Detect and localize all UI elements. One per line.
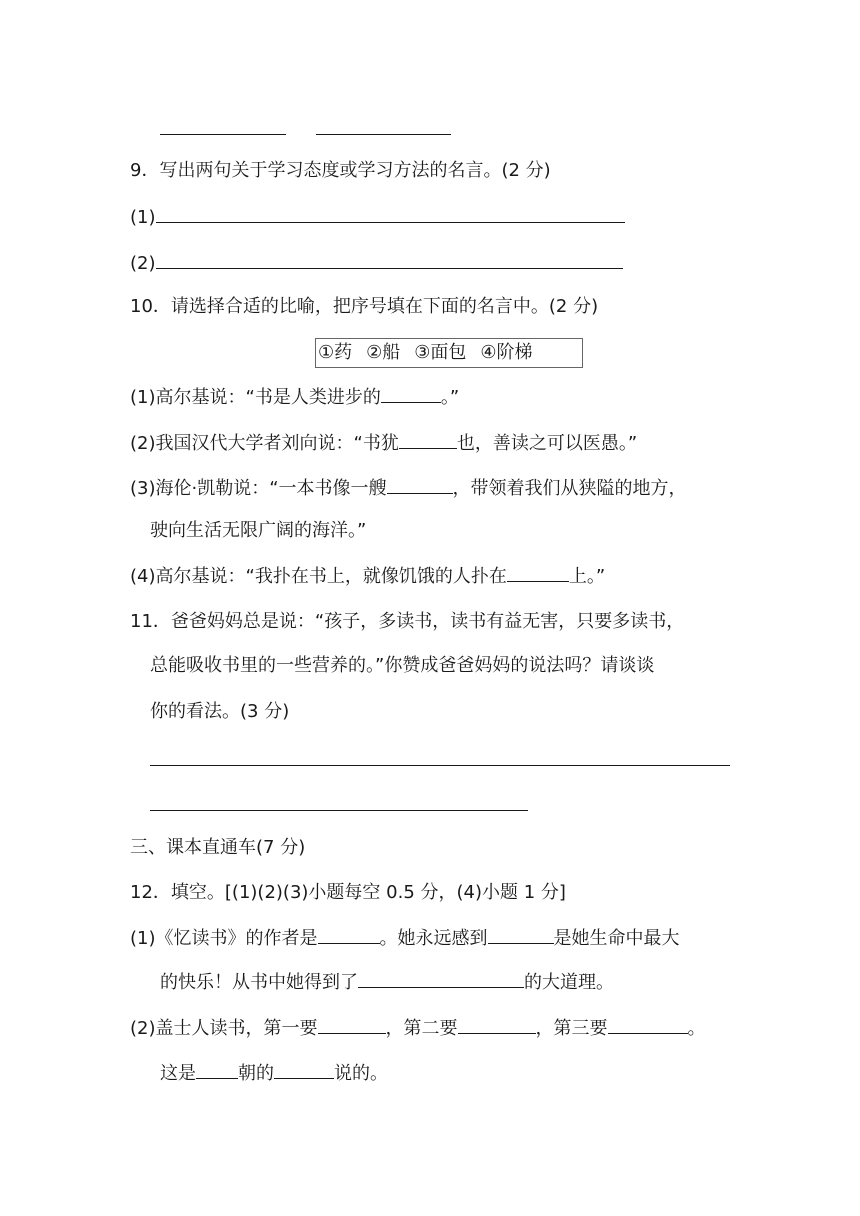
q10-option-4: ④阶梯 (480, 342, 533, 363)
q9-text: 9．写出两句关于学习态度或学习方法的名言。(2 分) (130, 160, 551, 181)
q11-answer-line-2[interactable] (150, 810, 528, 811)
q12-p2-text-e: 这是 (160, 1063, 196, 1084)
q10-s3-blank[interactable] (387, 475, 453, 494)
q10-s1-blank[interactable] (381, 384, 441, 403)
q12-part-1-cont (160, 969, 614, 995)
answer-blank-prev-1[interactable] (160, 134, 286, 135)
q10-option-1: ①药 (318, 342, 353, 363)
q12-p2-text-g: 说的。 (334, 1063, 388, 1084)
q12-p2-text-d: 。 (687, 1018, 706, 1039)
q10-s3-end: ，带领着我们从狭隘的地方， (452, 478, 687, 499)
q10-s3-text: (3)海伦·凯勒说：“一本书像一艘 (130, 478, 387, 499)
q12-p2-text-c: ，第三要 (535, 1018, 608, 1039)
q10-option-3: ③面包 (414, 342, 467, 363)
q12-p2-blank-dynasty[interactable] (196, 1060, 238, 1079)
q9-item-2-label: (2) (130, 253, 156, 274)
section-3-title: 三、课本直通车(7 分) (130, 837, 306, 858)
q10-option-2: ②船 (366, 342, 401, 363)
q12-p1-blank-author[interactable] (318, 925, 380, 944)
q12-p1-blank-joy[interactable] (488, 925, 554, 944)
q10-sentence-2 (130, 430, 637, 456)
q9-item-1-label: (1) (130, 207, 156, 228)
q12-p1-text-e: 的大道理。 (524, 972, 614, 993)
q9-answer-line-1[interactable] (156, 204, 625, 223)
q11-line-1: 11．爸爸妈妈总是说：“孩子，多读书，读书有益无害，只要多读书， (130, 611, 685, 632)
q12-part-1 (130, 925, 680, 951)
q12-p1-blank-truth[interactable] (358, 969, 524, 988)
q10-s4-blank[interactable] (507, 563, 569, 582)
q10-s1-end: 。” (440, 387, 460, 408)
q10-s2-text: (2)我国汉代大学者刘向说：“书犹 (130, 433, 399, 454)
q10-s4-text: (4)高尔基说：“我扑在书上，就像饥饿的人扑在 (130, 566, 507, 587)
q10-s1-text: (1)高尔基说：“书是人类进步的 (130, 387, 381, 408)
q12-p2-text-a: (2)盖士人读书，第一要 (130, 1018, 318, 1039)
q10-sentence-3-cont: 驶向生活无限广阔的海洋。” (150, 520, 367, 541)
q11-line-3: 你的看法。(3 分) (150, 701, 290, 722)
q11-line-2: 总能吸收书里的一些营养的。”你赞成爸爸妈妈的说法吗？请谈谈 (150, 655, 655, 676)
q9-item-2 (130, 250, 623, 276)
q12-p1-text-d: 的快乐！从书中她得到了 (160, 972, 358, 993)
q12-p2-blank-person[interactable] (274, 1060, 334, 1079)
q12-part-2 (130, 1015, 706, 1041)
q10-s2-end: 也，善读之可以医愚。” (456, 433, 638, 454)
q12-p2-text-f: 朝的 (238, 1063, 274, 1084)
q10-sentence-4 (130, 563, 605, 589)
q12-p2-blank-2[interactable] (458, 1015, 536, 1034)
q10-s2-blank[interactable] (399, 430, 457, 449)
q10-sentence-3 (130, 475, 687, 501)
q10-text: 10．请选择合适的比喻，把序号填在下面的名言中。(2 分) (130, 296, 599, 317)
q12-p1-text-a: (1)《忆读书》的作者是 (130, 928, 318, 949)
q12-text: 12．填空。[(1)(2)(3)小题每空 0.5 分，(4)小题 1 分] (130, 882, 566, 903)
q9-item-1 (130, 204, 625, 230)
q12-p2-blank-1[interactable] (318, 1015, 386, 1034)
q12-part-2-cont (160, 1060, 388, 1086)
q10-s4-end: 上。” (568, 566, 606, 587)
answer-blank-prev-2[interactable] (316, 134, 451, 135)
q11-answer-line-1[interactable] (150, 765, 730, 766)
q12-p2-blank-3[interactable] (608, 1015, 688, 1034)
q10-options-box (315, 338, 583, 368)
q9-answer-line-2[interactable] (156, 250, 623, 269)
q10-sentence-1 (130, 384, 459, 410)
q12-p2-text-b: ，第二要 (385, 1018, 458, 1039)
q12-p1-text-c: 是她生命中最大 (553, 928, 680, 949)
q12-p1-text-b: 。她永远感到 (379, 928, 488, 949)
